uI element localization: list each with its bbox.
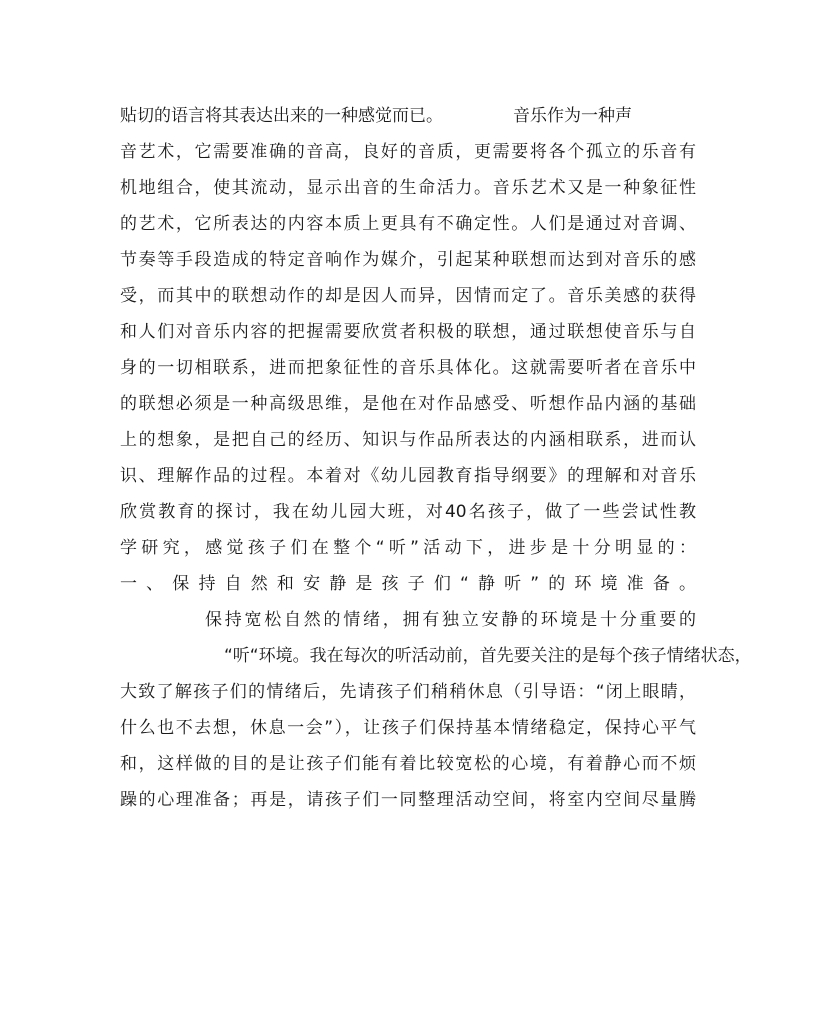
text-line-2: 音艺术，它需要准确的音高，良好的音质，更需要将各个孤立的乐音有 — [120, 142, 696, 162]
sentence-fragment: 贴切的语言将其表达出来的一种感觉而已。 — [120, 106, 443, 126]
text-line-12: 欣赏教育的探讨，我在幼儿园大班，对40名孩子，做了一些尝试性教 — [120, 502, 696, 522]
text-line-17: 大致了解孩子们的情绪后，先请孩子们稍稍休息（引导语：“闭上眼睛， — [120, 682, 696, 702]
text-line-19: 和，这样做的目的是让孩子们能有着比较宽松的心境，有着静心而不烦 — [120, 754, 696, 774]
text-line-1 — [120, 100, 696, 132]
text-line-10: 上的想象，是把自己的经历、知识与作品所表达的内涵相联系，进而认 — [120, 430, 696, 450]
text-line-9: 的联想必须是一种高级思维，是他在对作品感受、听想作品内涵的基础 — [120, 394, 696, 414]
section-heading: 保持宽松自然的情绪，拥有独立安静的环境是十分重要的 — [205, 610, 696, 630]
text-line-18: 什么也不去想，休息一会”），让孩子们保持基本情绪稳定，保持心平气 — [120, 718, 696, 738]
text-line-8: 身的一切相联系，进而把象征性的音乐具体化。这就需要听者在音乐中 — [120, 358, 696, 378]
sentence-fragment: 音乐作为一种声 — [513, 106, 632, 126]
text-line-4: 的艺术，它所表达的内容本质上更具有不确定性。人们是通过对音调、 — [120, 214, 696, 234]
text-line-20: 躁的心理准备；再是，请孩子们一同整理活动空间，将室内空间尽量腾 — [120, 790, 696, 810]
text-line-11: 识、理解作品的过程。本着对《幼儿园教育指导纲要》的理解和对音乐 — [120, 466, 696, 486]
text-line-16: “听“环境。我在每次的听活动前，首先要关注的是每个孩子情绪状态， — [224, 646, 752, 666]
text-line-13: 学研究，感觉孩子们在整个“听”活动下，进步是十分明显的： — [120, 538, 696, 558]
text-line-7: 和人们对音乐内容的把握需要欣赏者积极的联想，通过联想使音乐与自 — [120, 322, 696, 342]
text-line-3: 机地组合，使其流动，显示出音的生命活力。音乐艺术又是一种象征性 — [120, 178, 696, 198]
text-line-21 — [120, 820, 696, 852]
text-line-14: 一、保持自然和安静是孩子们“静听”的环境准备。 — [120, 574, 696, 594]
text-line-5: 节奏等手段造成的特定音响作为媒介，引起某种联想而达到对音乐的感 — [120, 250, 696, 270]
text-line-6: 受，而其中的联想动作的却是因人而异，因情而定了。音乐美感的获得 — [120, 286, 696, 306]
